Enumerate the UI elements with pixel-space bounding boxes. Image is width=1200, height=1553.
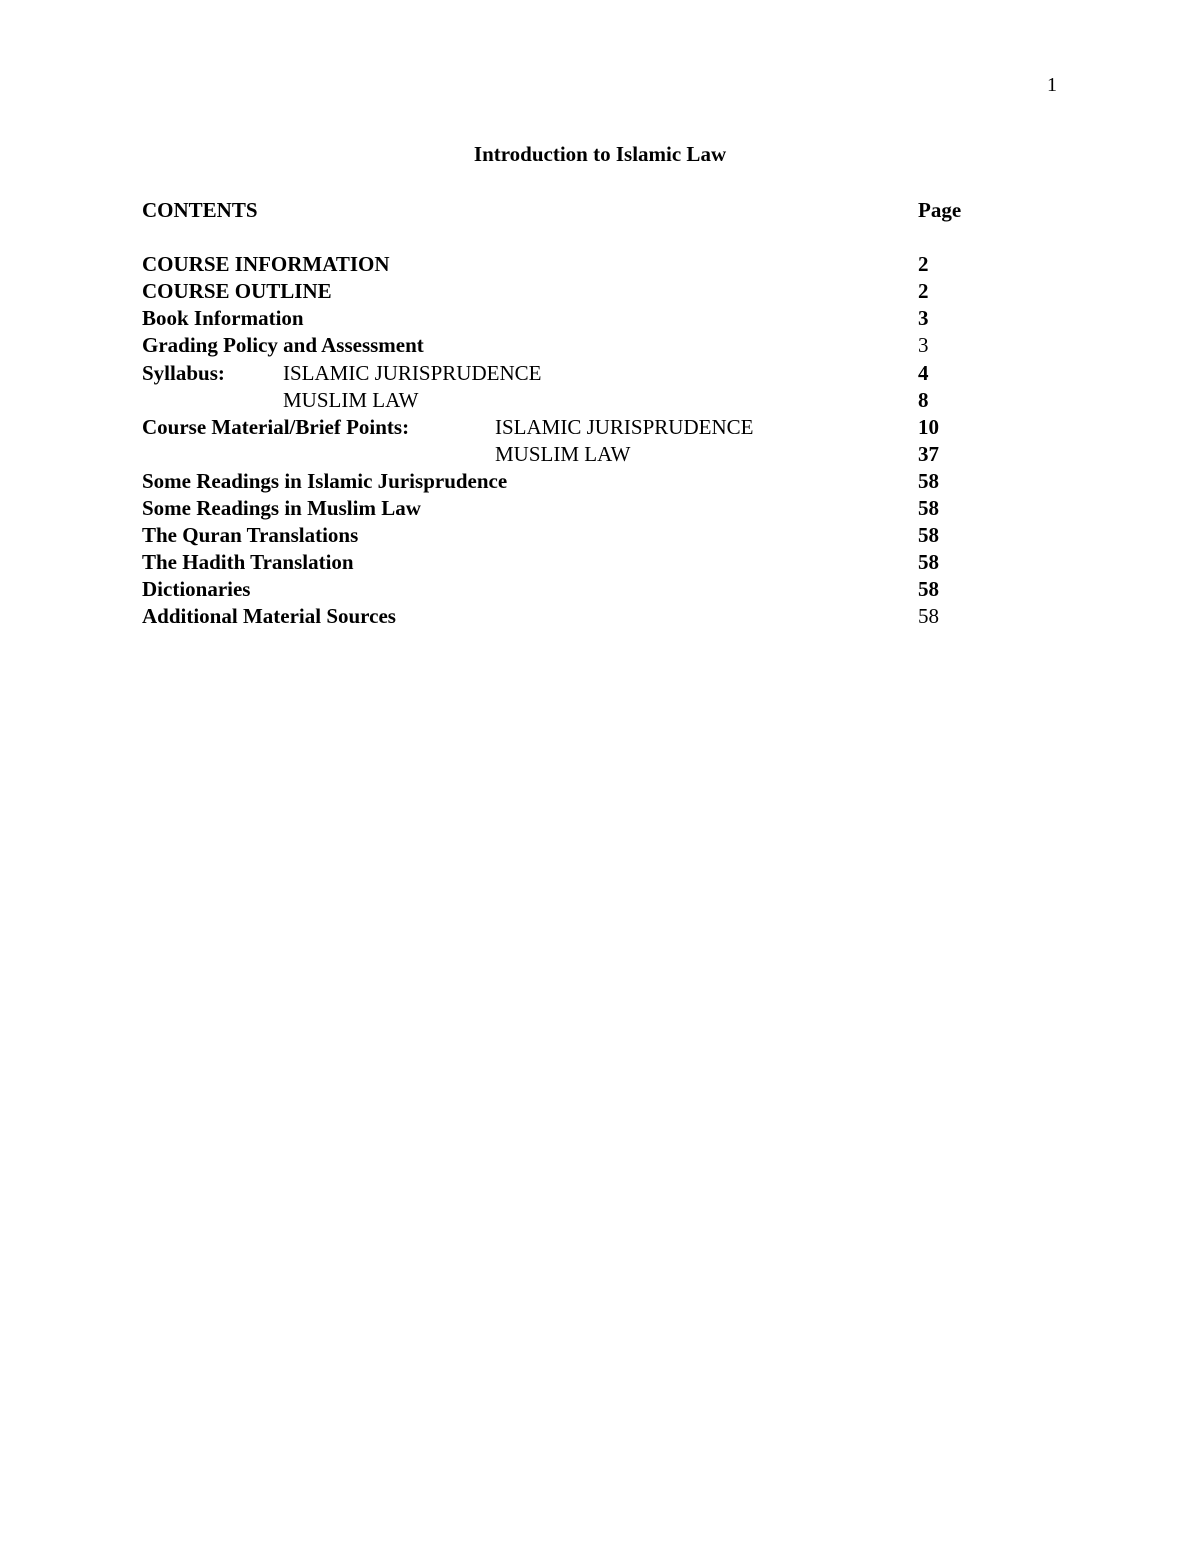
toc-entry-title: Grading Policy and Assessment: [142, 333, 424, 357]
toc-entry-title: COURSE OUTLINE: [142, 279, 332, 303]
toc-entry-page: 58: [918, 550, 939, 574]
toc-row-dictionaries[interactable]: [0, 576, 1200, 603]
toc-entry-title: Some Readings in Muslim Law: [142, 496, 421, 520]
toc-entry-title: COURSE INFORMATION: [142, 252, 390, 276]
toc-row-course-information[interactable]: [0, 251, 1200, 278]
toc-entry-title: Syllabus:: [142, 361, 225, 385]
toc-entry-page: 58: [918, 496, 939, 520]
toc-entry-page: 58: [918, 469, 939, 493]
toc-entry-title: Some Readings in Islamic Jurisprudence: [142, 469, 508, 493]
toc-row-syllabus-muslim-law[interactable]: [0, 387, 1200, 414]
contents-label: CONTENTS: [142, 198, 258, 222]
toc-row-hadith-translation[interactable]: [0, 549, 1200, 576]
toc-entry-page: 2: [918, 252, 929, 276]
toc-entry-title: Dictionaries: [142, 577, 251, 601]
page-number: 1: [1047, 74, 1057, 96]
toc-row-course-outline[interactable]: [0, 278, 1200, 305]
toc-entry-page: 3: [918, 306, 929, 330]
toc-entry-title: Additional Material Sources: [142, 604, 396, 628]
toc-entry-page: 8: [918, 388, 929, 412]
toc-entry-subtitle: MUSLIM LAW: [283, 388, 419, 412]
toc-entry-title: Book Information: [142, 306, 304, 330]
toc-entry-subtitle: ISLAMIC JURISPRUDENCE: [495, 415, 754, 439]
toc-entry-page: 58: [918, 523, 939, 547]
toc-row-quran-translations[interactable]: [0, 522, 1200, 549]
toc-entry-title: The Hadith Translation: [142, 550, 354, 574]
toc-entry-page: 58: [918, 604, 939, 628]
toc-entry-page: 10: [918, 415, 939, 439]
toc-entry-page: 58: [918, 577, 939, 601]
toc-row-additional-sources[interactable]: [0, 603, 1200, 630]
toc-row-course-material-muslim-law[interactable]: [0, 441, 1200, 468]
document-title: Introduction to Islamic Law: [473, 142, 727, 166]
toc-entry-page: 2: [918, 279, 929, 303]
toc-entry-page: 4: [918, 361, 929, 385]
toc-entry-title: Course Material/Brief Points:: [142, 415, 410, 439]
toc-row-readings-jurisprudence[interactable]: [0, 468, 1200, 495]
toc-row-syllabus-jurisprudence[interactable]: [0, 360, 1200, 387]
toc-entry-subtitle: ISLAMIC JURISPRUDENCE: [283, 361, 542, 385]
toc-entry-subtitle: MUSLIM LAW: [495, 442, 631, 466]
toc-entry-page: 3: [918, 333, 929, 357]
toc-entry-title: The Quran Translations: [142, 523, 359, 547]
page-column-label: Page: [918, 198, 962, 222]
toc-row-readings-muslim-law[interactable]: [0, 495, 1200, 522]
toc-row-book-information[interactable]: [0, 305, 1200, 332]
contents-header-row: [0, 197, 1200, 224]
toc-row-course-material-jurisprudence[interactable]: [0, 414, 1200, 441]
toc-entry-page: 37: [918, 442, 939, 466]
toc-row-grading-policy[interactable]: [0, 332, 1200, 359]
